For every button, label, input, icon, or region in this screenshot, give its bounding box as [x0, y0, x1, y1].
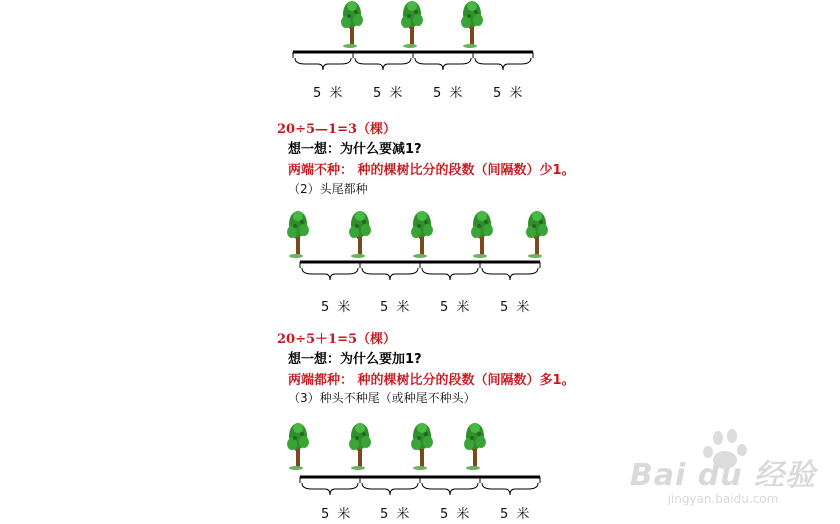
case-title-2: （2）头尾都种: [288, 182, 368, 196]
tree-icon: [287, 211, 309, 258]
brace: [295, 58, 351, 70]
segment-label: 5 米: [500, 300, 532, 315]
baidu-watermark: [630, 450, 816, 506]
brace: [422, 268, 478, 280]
segment-label: 5 米: [313, 86, 345, 101]
case-title-3: （3）种头不种尾（或种尾不种头）: [288, 391, 476, 405]
segment-label: 5 米: [500, 507, 532, 522]
tree-icon: [461, 1, 483, 48]
brace: [362, 483, 418, 495]
tree-icon: [401, 1, 423, 48]
formula-1: 20÷5—1=3（棵）: [277, 122, 397, 137]
segment-label: 5 米: [493, 86, 525, 101]
rule-1: 两端不种： 种的棵树比分的段数（间隔数）少1。: [288, 163, 575, 178]
segment-label: 5 米: [321, 300, 353, 315]
segment-label: 5 米: [440, 300, 472, 315]
brace: [302, 483, 358, 495]
section1-diagram: [293, 1, 533, 70]
tree-icon: [411, 423, 433, 470]
tree-icon: [287, 423, 309, 470]
tree-icon: [349, 423, 371, 470]
brace: [362, 268, 418, 280]
segment-label: 5 米: [321, 507, 353, 522]
tree-icon: [341, 1, 363, 48]
segment-label: 5 米: [373, 86, 405, 101]
segment-label: 5 米: [380, 300, 412, 315]
brace: [422, 483, 478, 495]
brace: [482, 268, 538, 280]
section3-diagram: [287, 423, 540, 495]
watermark-brand: Bai du 经验: [629, 458, 816, 493]
question-1: 想一想：为什么要减1?: [288, 142, 422, 157]
section2-diagram: [287, 211, 548, 280]
brace: [475, 58, 531, 70]
tree-icon: [464, 423, 486, 470]
tree-icon: [411, 211, 433, 258]
brace: [355, 58, 411, 70]
tree-icon: [526, 211, 548, 258]
tree-icon: [349, 211, 371, 258]
rule-2: 两端都种： 种的棵树比分的段数（间隔数）多1。: [288, 373, 575, 388]
brace: [302, 268, 358, 280]
segment-label: 5 米: [433, 86, 465, 101]
brace: [482, 483, 538, 495]
formula-2: 20÷5＋1=5（棵）: [277, 332, 397, 347]
segment-label: 5 米: [380, 507, 412, 522]
tree-icon: [471, 211, 493, 258]
segment-label: 5 米: [440, 507, 472, 522]
brace: [415, 58, 471, 70]
question-2: 想一想：为什么要加1?: [288, 352, 422, 367]
watermark-url: jingyan.baidu.com: [667, 492, 779, 506]
